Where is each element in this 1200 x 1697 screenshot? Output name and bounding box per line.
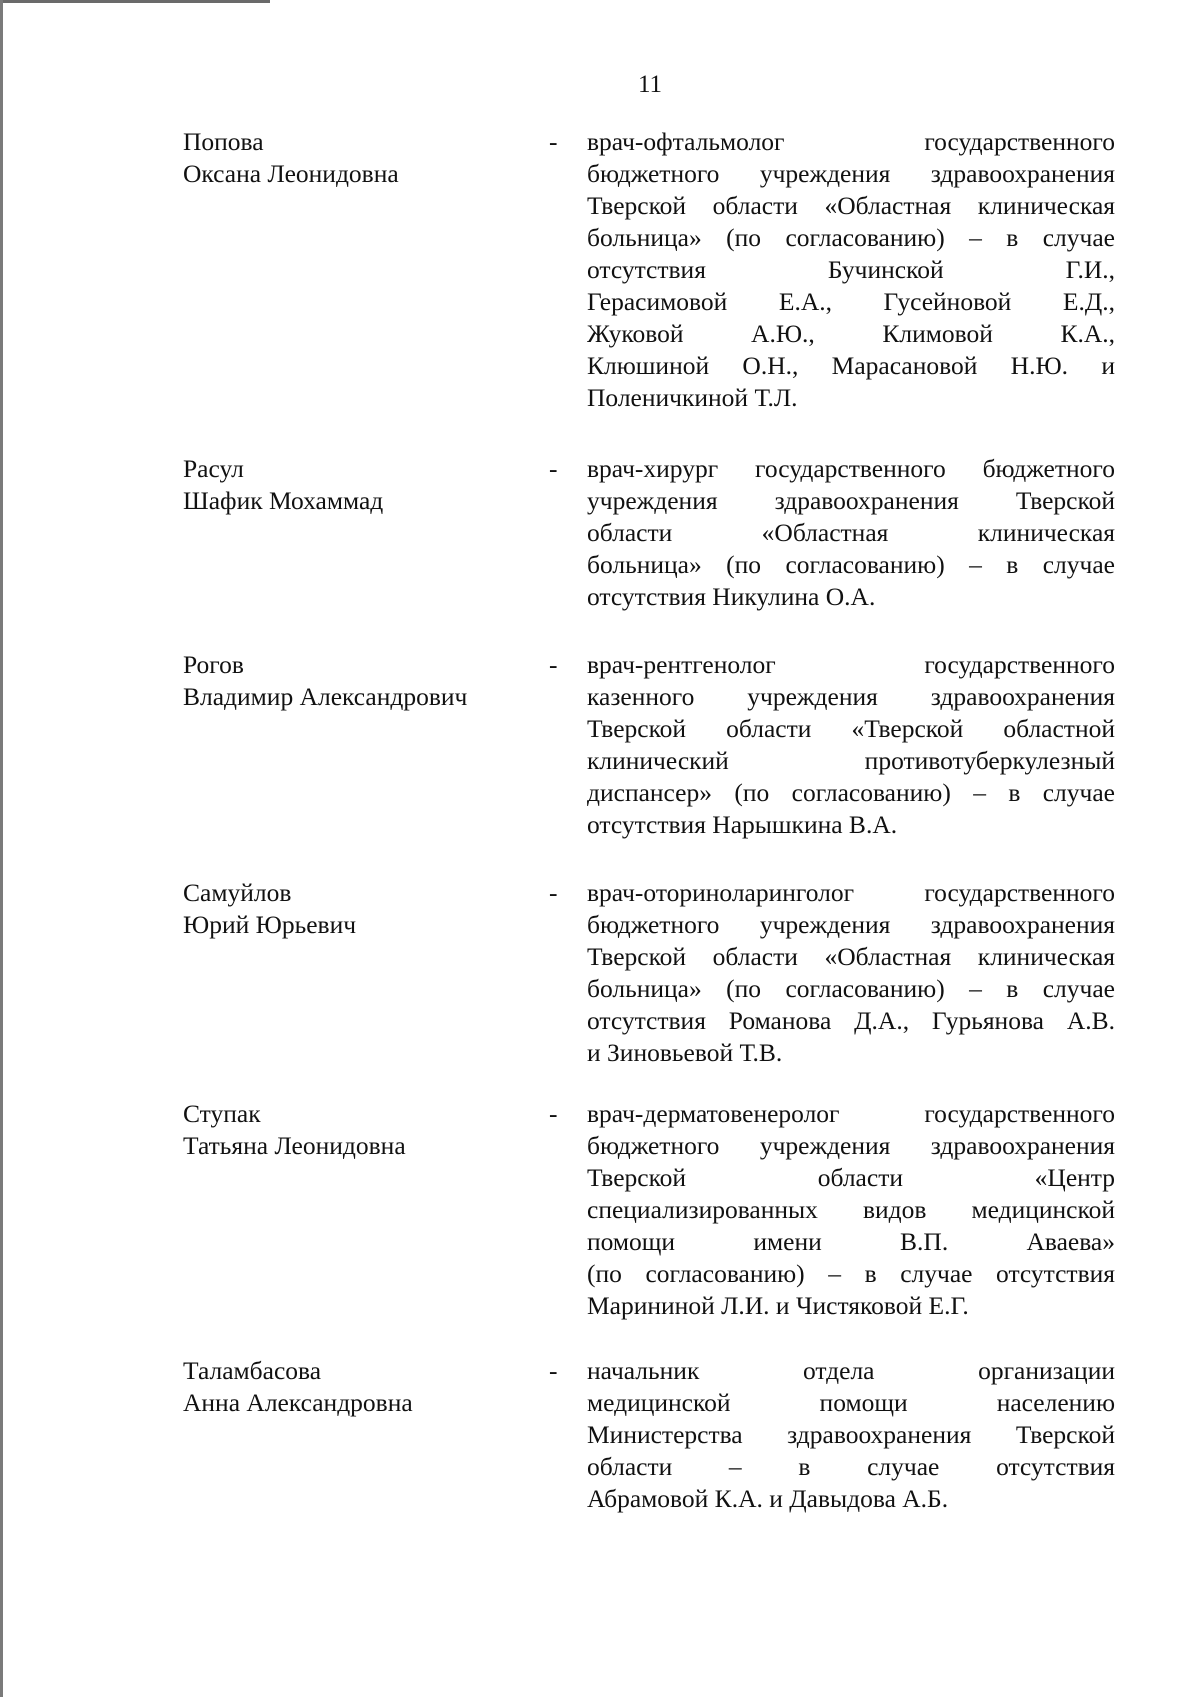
description-line: Министерства здравоохранения Тверской [587,1420,1115,1449]
description-line: больница» (по согласованию) – в случае [587,223,1115,252]
description-line: диспансер» (по согласованию) – в случае [587,778,1115,807]
person-name [183,1098,523,1162]
page-number: 11 [637,71,663,98]
description-line: врач-рентгенолог государственного [587,650,1115,679]
person-surname: Расул [183,454,244,483]
person-given-names: Татьяна Леонидовна [183,1131,406,1160]
person-name [183,1355,523,1419]
description-line: Герасимовой Е.А., Гусейновой Е.Д., [587,287,1115,316]
description-line: Тверской области «Тверской областной [587,714,1115,743]
description-line: (по согласованию) – в случае отсутствия [587,1259,1115,1288]
position-description [587,1098,1115,1322]
separator-dash: - [549,454,558,483]
description-line: начальник отдела организации [587,1356,1115,1385]
person-name [183,453,523,517]
description-line: Тверской области «Областная клиническая [587,191,1115,220]
description-line: врач-оториноларинголог государственного [587,878,1115,907]
description-line: отсутствия Бучинской Г.И., [587,255,1115,284]
description-line: отсутствия Романова Д.А., Гурьянова А.В. [587,1006,1115,1035]
description-line: больница» (по согласованию) – в случае [587,550,1115,579]
description-line: казенного учреждения здравоохранения [587,682,1115,711]
description-line: бюджетного учреждения здравоохранения [587,159,1115,188]
description-line: Тверской области «Центр [587,1163,1115,1192]
person-surname: Таламбасова [183,1356,322,1385]
person-given-names: Владимир Александрович [183,682,468,711]
person-surname: Самуйлов [183,878,292,907]
person-given-names: Шафик Мохаммад [183,486,384,515]
description-line: врач-хирург государственного бюджетного [587,454,1115,483]
description-line: области – в случае отсутствия [587,1452,1115,1481]
person-given-names: Юрий Юрьевич [183,910,357,939]
description-line: бюджетного учреждения здравоохранения [587,1131,1115,1160]
separator-dash: - [549,127,558,156]
separator-dash: - [549,1356,558,1385]
separator-dash: - [549,650,558,679]
person-given-names: Анна Александровна [183,1388,413,1417]
person-name [183,877,523,941]
person-name [183,126,523,190]
person-surname: Рогов [183,650,244,679]
description-line: помощи имени В.П. Аваева» [587,1227,1115,1256]
person-surname: Попова [183,127,264,156]
person-name [183,649,523,713]
position-description [587,453,1115,613]
description-line: Клюшиной О.Н., Марасановой Н.Ю. и [587,351,1115,380]
person-given-names: Оксана Леонидовна [183,159,399,188]
position-description [587,877,1115,1069]
description-line: Марининой Л.И. и Чистяковой Е.Г. [587,1291,969,1320]
description-line: врач-дерматовенеролог государственного [587,1099,1115,1128]
description-line: Жуковой А.Ю., Климовой К.А., [587,319,1115,348]
position-description [587,1355,1115,1515]
description-line: больница» (по согласованию) – в случае [587,974,1115,1003]
separator-dash: - [549,878,558,907]
description-line: области «Областная клиническая [587,518,1115,547]
description-line: бюджетного учреждения здравоохранения [587,910,1115,939]
description-line: Абрамовой К.А. и Давыдова А.Б. [587,1484,949,1513]
separator-dash: - [549,1099,558,1128]
description-line: и Зиновьевой Т.В. [587,1038,783,1067]
description-line: учреждения здравоохранения Тверской [587,486,1115,515]
scan-edge-top [0,0,270,3]
description-line: клинический противотуберкулезный [587,746,1115,775]
description-line: Поленичкиной Т.Л. [587,383,798,412]
description-line: врач-офтальмолог государственного [587,127,1115,156]
position-description [587,126,1115,414]
person-surname: Ступак [183,1099,261,1128]
description-line: отсутствия Нарышкина В.А. [587,810,898,839]
description-line: специализированных видов медицинской [587,1195,1115,1224]
description-line: медицинской помощи населению [587,1388,1115,1417]
description-line: отсутствия Никулина О.А. [587,582,876,611]
scan-edge-left [0,0,3,1697]
description-line: Тверской области «Областная клиническая [587,942,1115,971]
position-description [587,649,1115,841]
